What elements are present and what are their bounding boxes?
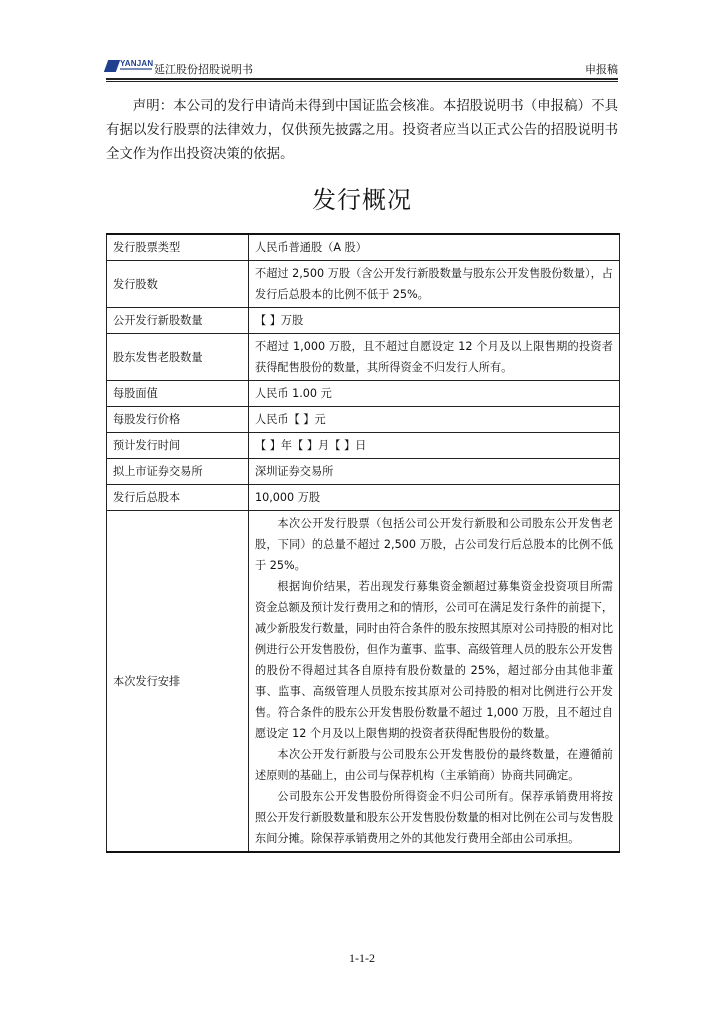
row-label: 公开发行新股数量 xyxy=(107,308,249,334)
logo-text: YANJAN xyxy=(120,59,154,68)
header-rule-thin xyxy=(106,81,618,82)
table-row xyxy=(107,485,620,511)
value-paragraph: 不超过 1,000 万股，且不超过自愿设定 12 个月及以上限售期的投资者获得配售股份的数量，其所得资金不归发行人所有。 xyxy=(255,340,613,374)
disclaimer-statement xyxy=(106,95,618,167)
row-value xyxy=(249,433,620,459)
logo-mark-icon xyxy=(104,60,120,72)
page-header xyxy=(106,56,618,84)
offering-overview-table xyxy=(106,233,620,853)
header-draft-label: 申报稿 xyxy=(585,63,618,76)
company-logo xyxy=(106,58,154,76)
value-paragraph: 【 】年【 】月【 】日 xyxy=(255,439,367,452)
row-value xyxy=(249,407,620,433)
row-value xyxy=(249,511,620,853)
row-label: 预计发行时间 xyxy=(107,433,249,459)
table-row xyxy=(107,459,620,485)
value-paragraph: 深圳证券交易所 xyxy=(255,465,334,478)
row-label: 本次发行安排 xyxy=(107,511,249,853)
row-label: 股东发售老股数量 xyxy=(107,334,249,381)
row-value xyxy=(249,459,620,485)
row-label: 发行股票类型 xyxy=(107,234,249,261)
page-number: 1-1-2 xyxy=(349,951,375,965)
row-value xyxy=(249,485,620,511)
row-label: 拟上市证券交易所 xyxy=(107,459,249,485)
table-row xyxy=(107,334,620,381)
header-title: 延江股份招股说明书 xyxy=(154,63,253,76)
value-paragraph: 10,000 万股 xyxy=(255,491,321,504)
row-value xyxy=(249,381,620,407)
value-paragraph: 人民币【 】元 xyxy=(255,413,326,426)
row-label: 每股发行价格 xyxy=(107,407,249,433)
row-label: 发行后总股本 xyxy=(107,485,249,511)
row-value xyxy=(249,334,620,381)
value-paragraph: 本次公开发行新股与公司股东公开发售股份的最终数量，在遵循前述原则的基础上，由公司与保荐机构（主承销商）协商共同确定。 xyxy=(255,748,613,782)
table-row xyxy=(107,234,620,261)
table-row xyxy=(107,407,620,433)
value-paragraph: 人民币普通股（A 股） xyxy=(255,241,367,254)
table-row xyxy=(107,381,620,407)
table-row xyxy=(107,308,620,334)
header-rule-thick xyxy=(106,78,618,80)
value-paragraph: 本次公开发行股票（包括公司公开发行新股和公司股东公开发售老股，下同）的总量不超过 2,500 万股，占公司发行后总股本的比例不低于 25%。 xyxy=(255,517,613,572)
logo-underline xyxy=(120,68,152,70)
row-label: 每股面值 xyxy=(107,381,249,407)
section-title: 发行概况 xyxy=(312,186,412,214)
value-paragraph: 人民币 1.00 元 xyxy=(255,387,332,400)
value-paragraph: 公司股东公开发售股份所得资金不归公司所有。保荐承销费用将按照公开发行新股数量和股东公开发售股份数量的相对比例在公司与发售股东间分摊。除保荐承销费用之外的其他发行费用全部由公司承担。 xyxy=(255,790,614,845)
row-value xyxy=(249,261,620,308)
row-label: 发行股数 xyxy=(107,261,249,308)
table-row xyxy=(107,511,620,853)
value-paragraph: 根据询价结果，若出现发行募集资金额超过募集资金投资项目所需资金总额及预计发行费用之和的情形，公司可在满足发行条件的前提下，减少新股发行数量，同时由符合条件的股东按照其原对公司持股的相对比例进行公开发售股份，但作为董事、监事、高级管理人员的股东公开发售的股份不得超过其各自原持有股份数量的 25%，超过部分由其他非董事、监事、高级管理人员股东按其原对公司持股的相对比例进行公开发售。符合条件的股东公开发售股份数量不超过 1,000 万股，且不超过自愿设定 12 个月及以上限售期的投资者获得配售股份的数量。 xyxy=(255,580,614,740)
row-value xyxy=(249,234,620,261)
value-paragraph: 【 】万股 xyxy=(255,314,304,327)
row-value xyxy=(249,308,620,334)
table-row xyxy=(107,433,620,459)
table-row xyxy=(107,261,620,308)
disclaimer-text: 声明：本公司的发行申请尚未得到中国证监会核准。本招股说明书（申报稿）不具有据以发行股票的法律效力，仅供预先披露之用。投资者应当以正式公告的招股说明书全文作为作出投资决策的依据。 xyxy=(106,99,618,162)
value-paragraph: 不超过 2,500 万股（含公开发行新股数量与股东公开发售股份数量），占发行后总股本的比例不低于 25%。 xyxy=(255,267,613,301)
